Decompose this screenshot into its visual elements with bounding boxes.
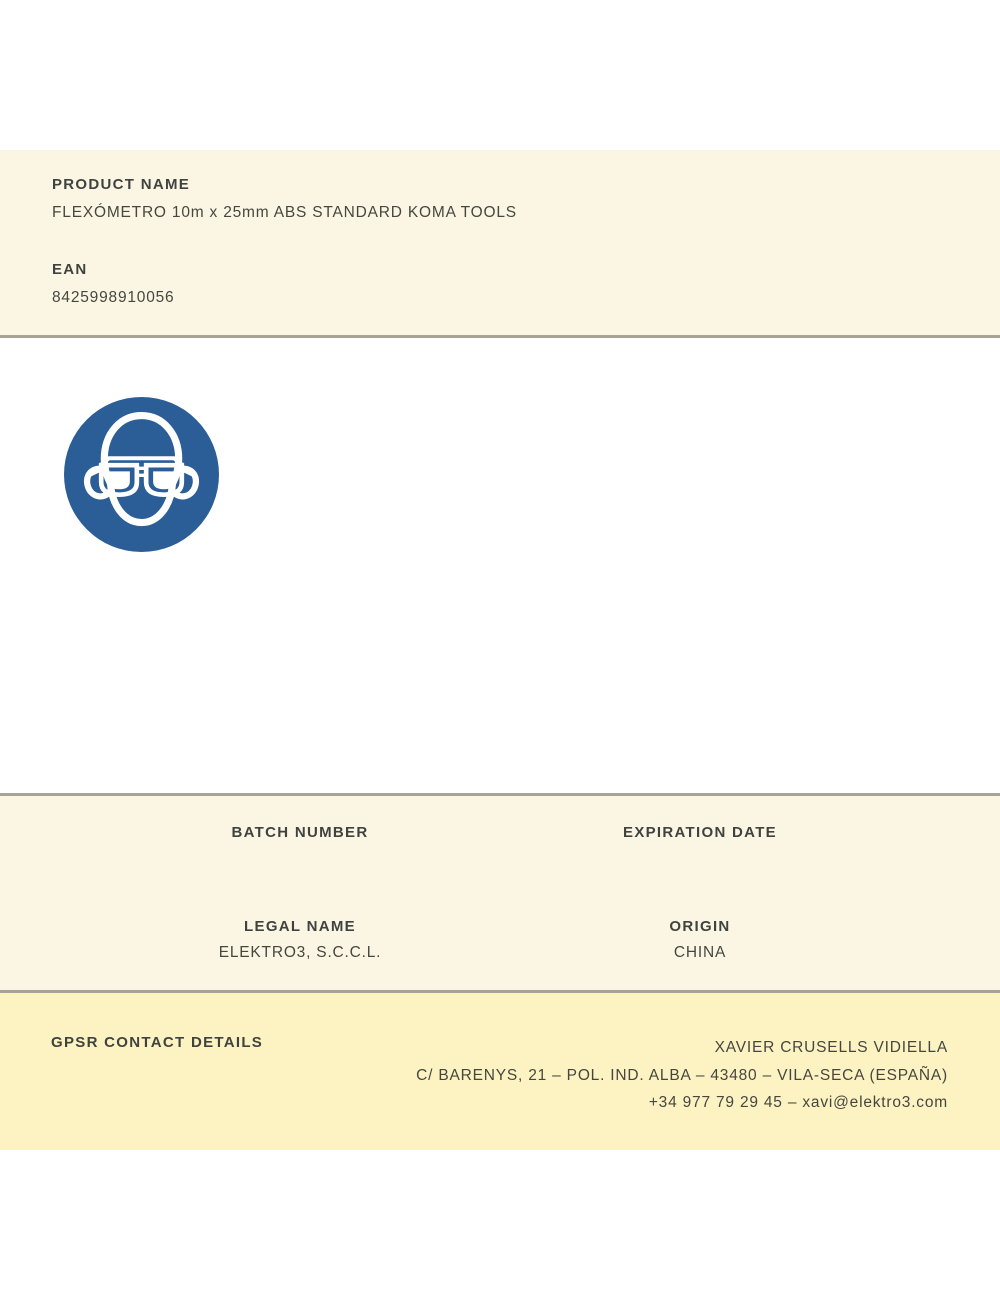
batch-number-label: BATCH NUMBER [231, 824, 369, 841]
product-name-label: PRODUCT NAME [52, 176, 191, 193]
gpsr-contact-label: GPSR CONTACT DETAILS [51, 1034, 264, 1051]
gpsr-contact-address: C/ BARENYS, 21 – POL. IND. ALBA – 43480 – VILA-SECA (ESPAÑA) [416, 1066, 948, 1084]
details-panel [0, 793, 1000, 993]
expiration-date-field [500, 824, 900, 850]
product-name-value: FLEXÓMETRO 10m x 25mm ABS STANDARD KOMA TOOLS [52, 204, 517, 221]
legal-name-label: LEGAL NAME [244, 918, 356, 935]
product-info-panel [0, 150, 1000, 338]
product-name-field [52, 176, 948, 222]
gpsr-contact-name: XAVIER CRUSELLS VIDIELLA [714, 1039, 948, 1056]
batch-number-field [100, 824, 500, 850]
details-row-batch-expiration [100, 824, 900, 850]
ean-value: 8425998910056 [52, 289, 175, 306]
origin-value: CHINA [673, 944, 727, 961]
details-row-legal-origin [100, 918, 900, 962]
gpsr-contact-block [416, 1034, 948, 1117]
expiration-date-label: EXPIRATION DATE [623, 824, 777, 841]
gpsr-contact-panel [0, 993, 1000, 1150]
origin-label: ORIGIN [669, 918, 731, 935]
gpsr-contact-phone-email: +34 977 79 29 45 – xavi@elektro3.com [648, 1094, 948, 1111]
ean-label: EAN [52, 261, 88, 278]
ean-field [52, 261, 948, 307]
legal-name-value: ELEKTRO3, S.C.C.L. [218, 944, 382, 961]
legal-name-field [100, 918, 500, 962]
origin-field [500, 918, 900, 962]
wear-eye-protection-icon [64, 397, 219, 552]
